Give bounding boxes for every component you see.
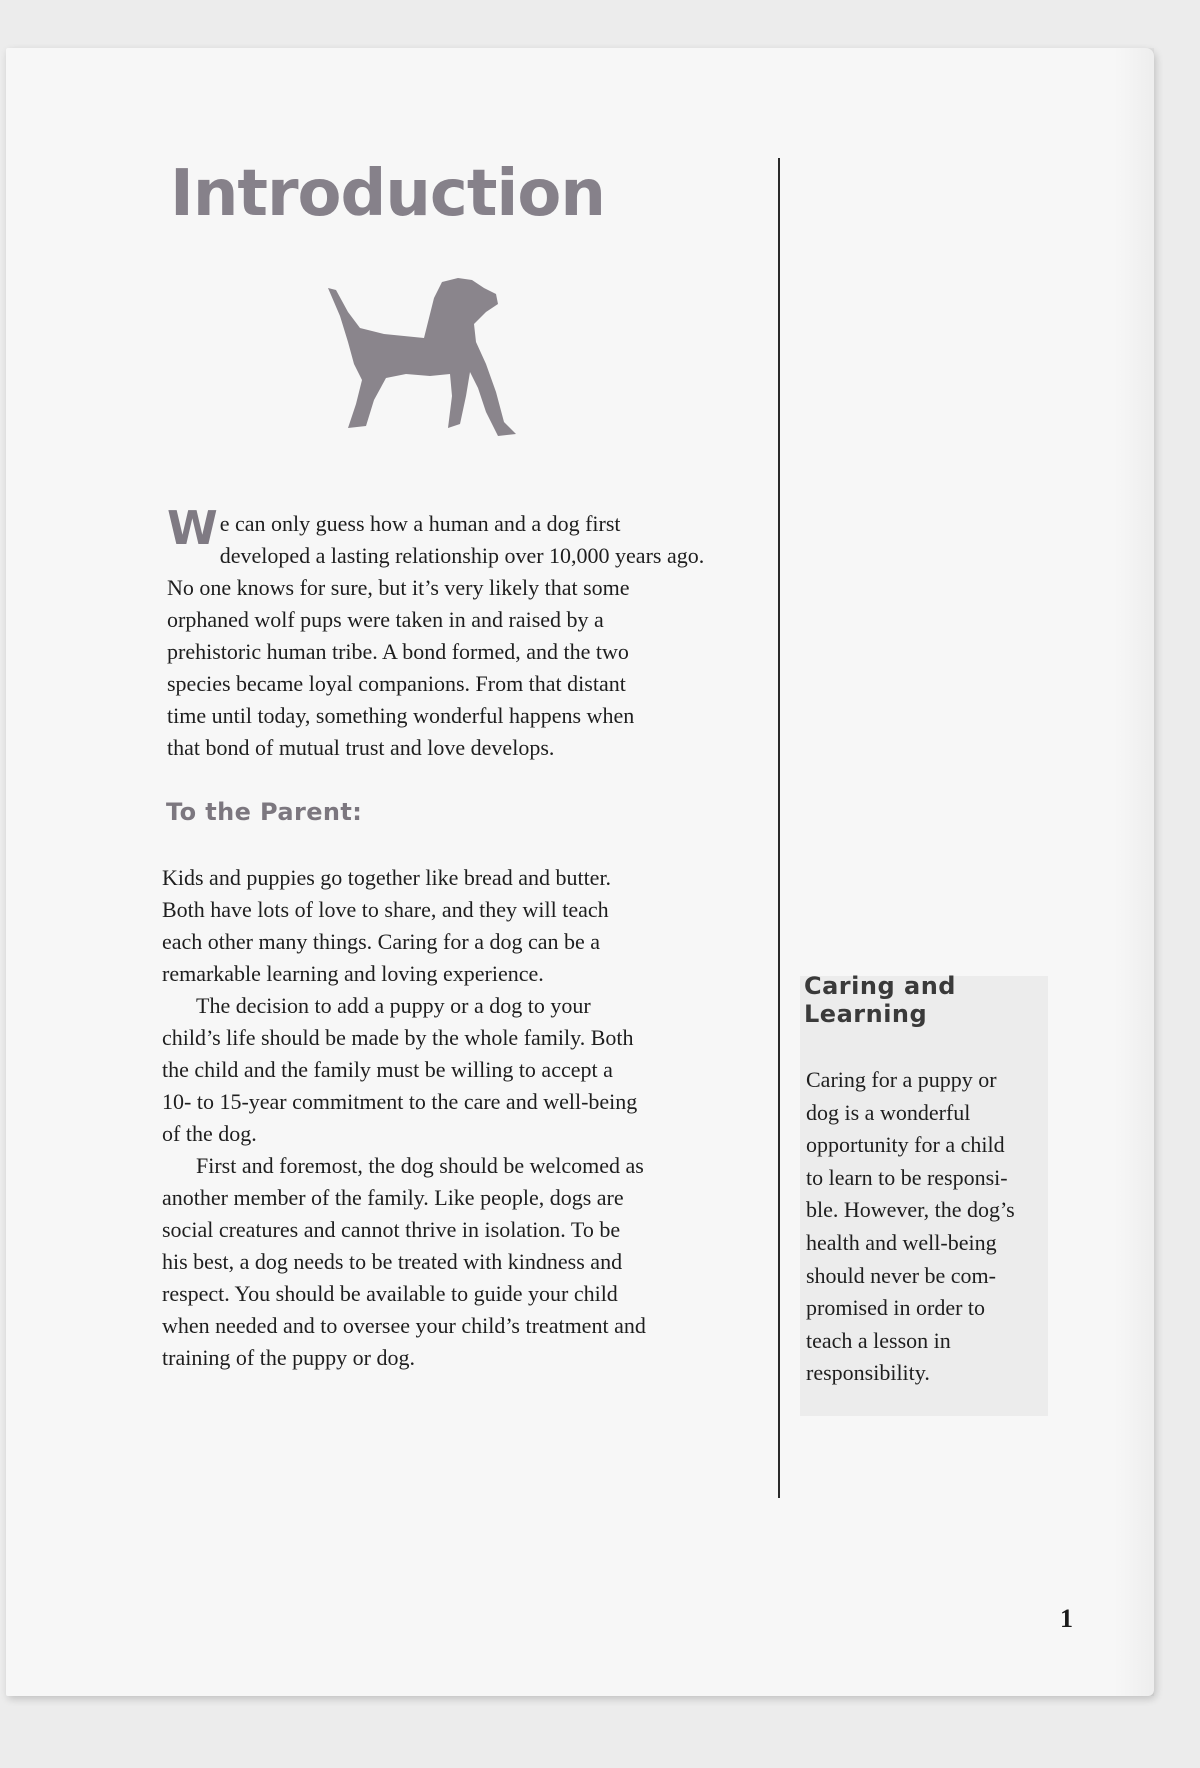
- text-line: each other many things. Caring for a dog can be a: [162, 929, 601, 954]
- dog-silhouette-icon: [326, 276, 522, 444]
- text-line: responsibility.: [806, 1360, 930, 1386]
- text-line: remarkable learning and loving experience.: [162, 961, 544, 986]
- sidebar-text: [806, 1064, 1056, 1390]
- text-line: the child and the family must be willing to accept a: [162, 1057, 613, 1082]
- text-line: Kids and puppies go together like bread and butter.: [162, 865, 612, 890]
- text-line: Both have lots of love to share, and they will teach: [162, 897, 609, 922]
- text-line: another member of the family. Like people, dogs are: [162, 1185, 624, 1210]
- intro-paragraph: [167, 501, 723, 764]
- text-line: e can only guess how a human and a dog first: [219, 511, 621, 536]
- text-line: ble. However, the dog’s: [806, 1197, 1015, 1223]
- text-line: No one knows for sure, but it’s very likely that some: [167, 575, 630, 600]
- text-line: to learn to be responsi-: [806, 1164, 1008, 1190]
- heading-line: Caring and: [804, 972, 956, 1000]
- text-line: Caring for a puppy or: [806, 1067, 997, 1092]
- text-line: First and foremost, the dog should be welcomed as: [196, 1153, 644, 1178]
- text-line: time until today, something wonderful happens when: [167, 703, 635, 728]
- text-line: developed a lasting relationship over 10,000 years ago.: [219, 543, 705, 568]
- text-line: should never be com-: [806, 1262, 996, 1288]
- parent-section-heading: To the Parent:: [166, 798, 363, 826]
- text-line: prehistoric human tribe. A bond formed, and the two: [167, 639, 629, 664]
- paragraph: [162, 862, 742, 990]
- parent-section-body: [162, 862, 742, 1374]
- column-divider: [778, 158, 780, 1498]
- text-line: promised in order to: [806, 1295, 986, 1321]
- text-line: when needed and to oversee your child’s treatment and: [162, 1313, 646, 1338]
- text-line: 10- to 15-year commitment to the care and well-being: [162, 1089, 638, 1114]
- heading-line: Learning: [804, 1000, 928, 1028]
- intro-text: [167, 501, 723, 764]
- text-line: that bond of mutual trust and love develops.: [167, 735, 555, 760]
- text-line: The decision to add a puppy or a dog to your: [196, 993, 591, 1018]
- text-line: species became loyal companions. From that distant: [167, 671, 626, 696]
- text-line: child’s life should be made by the whole family. Both: [162, 1025, 634, 1050]
- drop-cap: W: [167, 501, 218, 555]
- sidebar-heading: [804, 972, 1034, 1028]
- text-line: dog is a wonderful: [806, 1099, 971, 1125]
- paragraph: [162, 1150, 742, 1374]
- page-title: Introduction: [170, 157, 605, 231]
- paragraph: [162, 990, 742, 1150]
- text-line: training of the puppy or dog.: [162, 1345, 415, 1370]
- text-line: his best, a dog needs to be treated with kindness and: [162, 1249, 623, 1274]
- text-line: opportunity for a child: [806, 1132, 1005, 1158]
- text-line: health and well-being: [806, 1229, 997, 1255]
- text-line: respect. You should be available to guide your child: [162, 1281, 618, 1306]
- text-line: teach a lesson in: [806, 1327, 951, 1353]
- text-line: of the dog.: [162, 1121, 257, 1146]
- text-line: orphaned wolf pups were taken in and raised by a: [167, 607, 604, 632]
- page-number: 1: [1060, 1604, 1073, 1633]
- text-line: social creatures and cannot thrive in isolation. To be: [162, 1217, 621, 1242]
